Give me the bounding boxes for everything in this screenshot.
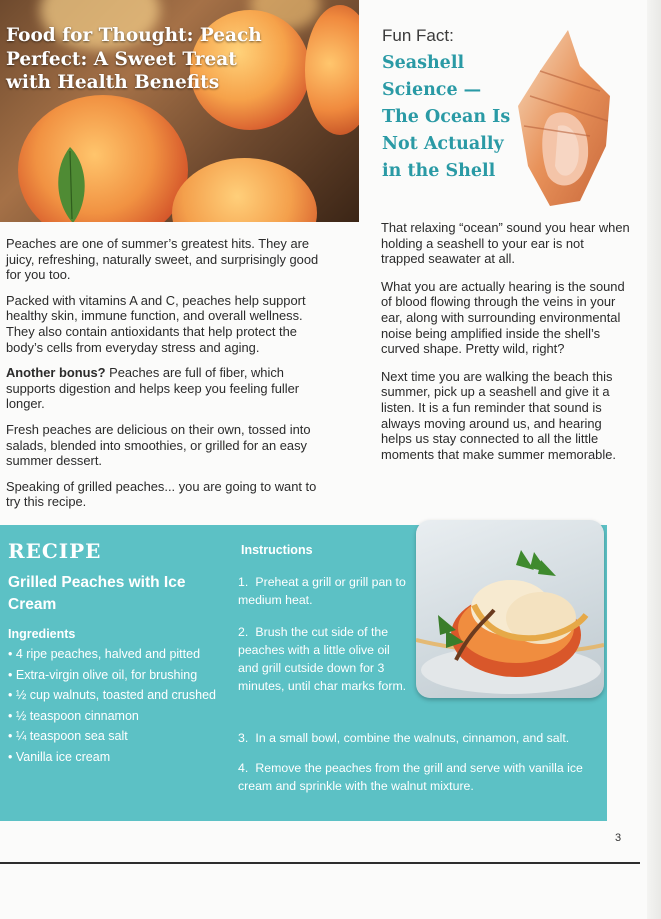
step-number: 1. (238, 575, 249, 589)
fun-fact-article (381, 220, 631, 474)
step-text: Preheat a grill or grill pan to medium heat. (238, 575, 406, 607)
article-paragraph (6, 365, 328, 412)
peach-shape (172, 158, 317, 222)
instruction-step (238, 759, 588, 795)
article-paragraph: What you are actually hearing is the sound of blood flowing through the veins in your ear, along with surrounding environmental noise being amplified inside the shell’s curved shape. Pretty wild, right? (381, 278, 625, 357)
recipe-heading: RECIPE (8, 539, 102, 563)
article-paragraph: Next time you are walking the beach this summer, pick up a seashell and give it a listen. It is a fun reminder that sound is always moving around us, and hearing helps us stay connected to all the little moments that make summer memorable. (381, 368, 616, 462)
instruction-step (238, 729, 588, 747)
instructions-list-continued (238, 729, 588, 807)
ingredients-heading: Ingredients (8, 627, 76, 641)
ingredient-item: • ¼ teaspoon sea salt (8, 729, 218, 745)
article-paragraph: That relaxing “ocean” sound you hear when holding a seashell to your ear is not trapped seawater at all. (381, 220, 630, 267)
step-number: 2. (238, 625, 249, 639)
seashell-icon (510, 26, 620, 211)
recipe-name: Grilled Peaches with Ice Cream (8, 574, 186, 613)
instruction-step (238, 623, 413, 695)
article-paragraph: Fresh peaches are delicious on their own, tossed into salads, blended into smoothies, or grilled for an easy summer dessert. (6, 421, 311, 469)
divider (0, 862, 640, 864)
grilled-peach-photo (416, 520, 604, 698)
paragraph-text: Peaches are full of fiber, which supports digestion and helps keep you feeling fuller longer. (6, 365, 300, 412)
leaf-icon (48, 145, 93, 222)
step-text: Remove the peaches from the grill and serve with vanilla ice cream and sprinkle with the walnut mixture. (238, 761, 583, 793)
article-paragraph: Packed with vitamins A and C, peaches help support healthy skin, immune function, and overall wellness. They also contain antioxidants that help protect the body’s cells from everyday stress and aging. (6, 292, 306, 355)
ingredient-item: • Extra-virgin olive oil, for brushing (8, 668, 218, 684)
ingredient-item: • 4 ripe peaches, halved and pitted (8, 647, 218, 663)
ingredients-list (8, 647, 218, 770)
peach-shape (18, 95, 188, 222)
bold-lead: Another bonus? (6, 365, 106, 381)
peach-article (6, 236, 328, 520)
dessert-illustration (416, 520, 604, 698)
article-paragraph: Peaches are one of summer’s greatest hits. They are juicy, refreshing, naturally sweet, and surprisingly good for you too. (6, 236, 319, 283)
fun-fact-title: Seashell Science — The Ocean Is Not Actually in the Shell (382, 53, 511, 181)
instruction-step (238, 573, 413, 609)
ingredient-item: • ½ teaspoon cinnamon (8, 709, 218, 725)
instructions-list (238, 573, 413, 709)
article-title: Food for Thought: Peach Perfect: A Sweet Treat with Health Benefits (6, 25, 262, 93)
page-edge (647, 0, 661, 919)
peach-shape (305, 5, 359, 135)
ingredient-item: • Vanilla ice cream (8, 750, 218, 766)
step-number: 3. (238, 731, 249, 745)
article-paragraph: Speaking of grilled peaches... you are going to want to try this recipe. (6, 478, 317, 510)
ingredient-item: • ½ cup walnuts, toasted and crushed (8, 688, 218, 704)
fun-fact-kicker: Fun Fact: (382, 26, 454, 45)
peach-photo (0, 0, 359, 222)
step-text: Brush the cut side of the peaches with a little olive oil and grill cutside down for 3 minutes, until char marks form. (238, 625, 407, 693)
step-text: In a small bowl, combine the walnuts, cinnamon, and salt. (255, 731, 570, 745)
instructions-heading: Instructions (241, 543, 313, 557)
step-number: 4. (238, 761, 249, 775)
page-number: 3 (615, 832, 622, 844)
